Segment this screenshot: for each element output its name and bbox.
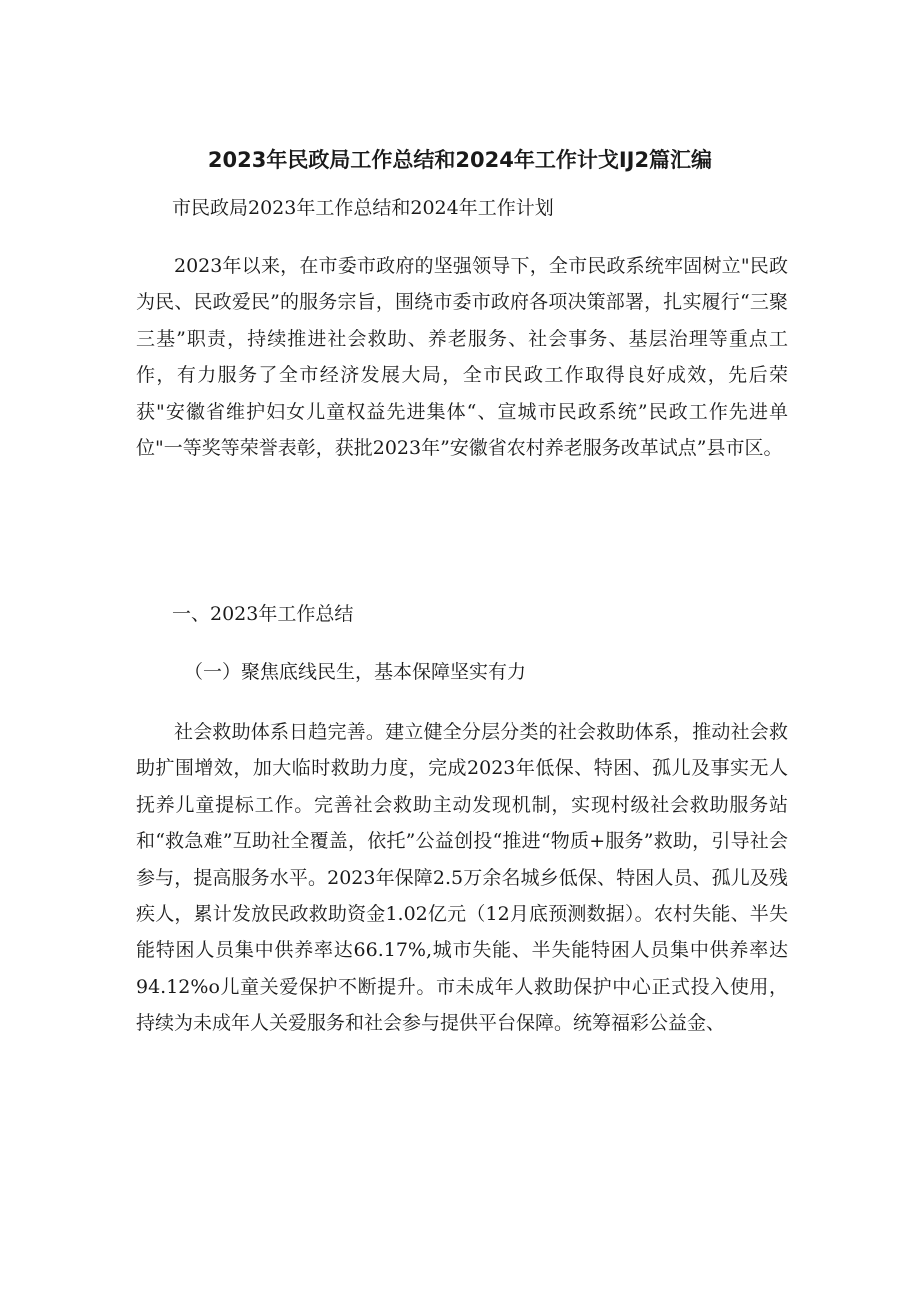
intro-paragraph: 2023年以来，在市委市政府的坚强领导下，全市民政系统牢固树立"民政为民、民政爱民”的服务宗旨，围绕市委市政府各项决策部署，扎实履行“三聚三基”职责，持续推进社会救助、养老服务、社会事务、基层治理等重点工作，有力服务了全市经济发展大局，全市民政工作取得良好成效，先后荣获"安徽省维护妇女儿童权益先进集体“、宣城市民政系统”民政工作先进单位"一等奖等荣誉表彰，获批2023年”安徽省农村养老服务改革试点”县市区。 [136, 255, 788, 460]
document-title: 2023年民政局工作总结和2024年工作计戈IJ2篇汇编 [207, 148, 713, 172]
body-paragraph: 社会救助体系日趋完善。建立健全分层分类的社会救助体系，推动社会救助扩围增效，加大临时救助力度，完成2023年低保、特困、孤儿及事实无人抚养儿童提标工作。完善社会救助主动发现机制，实现村级社会救助服务站和“救急难”互助社全覆盖，依托”公益创投“推进“物质+服务”救助，引导社会参与，提高服务水平。2023年保障2.5万余名城乡低保、特困人员、孤儿及残疾人，累计发放民政救助资金1.02亿元（12月底预测数据）。农村失能、半失能特困人员集中供养率达66.17%,城市失能、半失能特困人员集中供养率达94.12%o儿童关爱保护不断提升。市未成年人救助保护中心正式投入使用，持续为未成年人关爱服务和社会参与提供平台保障。统筹福彩公益金、 [136, 721, 788, 1035]
document-subtitle: 市民政局2023年工作总结和2024年工作计划 [172, 197, 554, 219]
section-heading: 一、2023年工作总结 [172, 603, 354, 625]
subsection-heading: （一）聚焦底线民生，基本保障坚实有力 [184, 661, 527, 683]
